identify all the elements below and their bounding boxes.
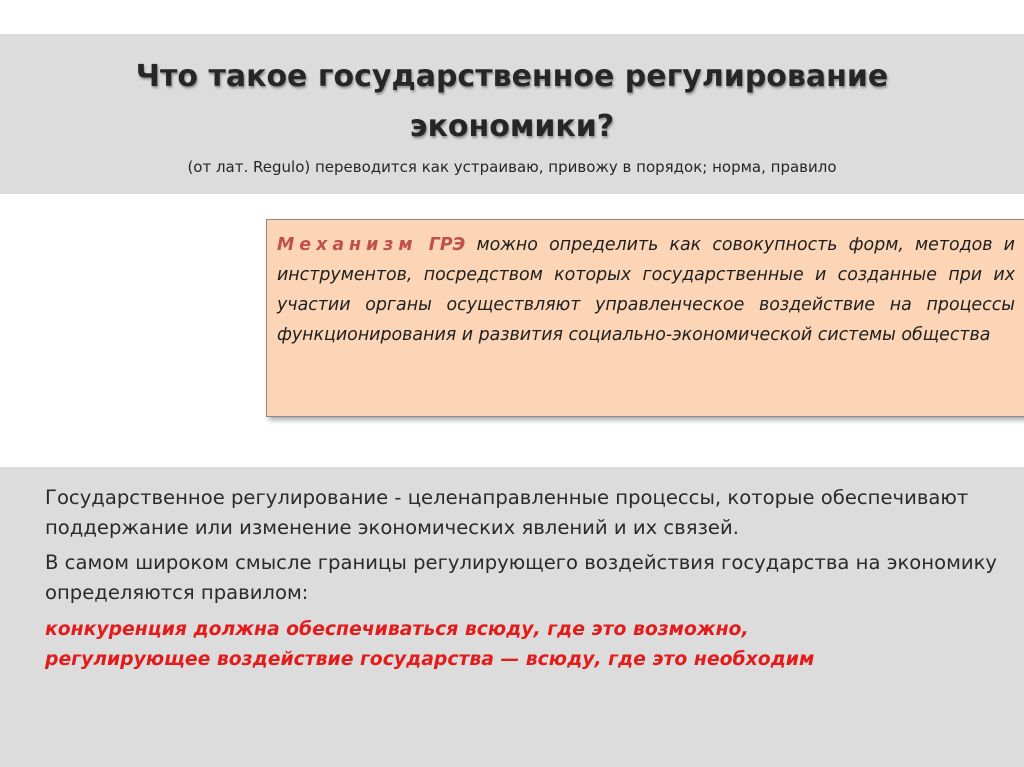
- principle-line-2: регулирующее воздействие государства — всюду, где это необходим: [45, 649, 815, 670]
- title-line-2: экономики?: [409, 109, 615, 144]
- title-line-1: Что такое государственное регулирование: [135, 59, 889, 94]
- mechanism-definition-text: можно определить как совокупность форм, методов и инструментов, посредством которых государственные и созданные при их участии органы осуществляют управленческое воздействие на процессы функционирования и развития социально-экономической системы общества: [277, 235, 1015, 345]
- principle-line-1: конкуренция должна обеспечиваться всюду, где это возможно,: [45, 619, 749, 640]
- mechanism-abbreviation: ГРЭ: [428, 235, 466, 255]
- mechanism-definition-box: [266, 219, 1024, 417]
- regulation-principle: [45, 615, 1015, 675]
- scope-paragraph: В самом широком смысле границы регулирующего воздействия государства на экономику определяются правилом:: [45, 551, 998, 604]
- definition-paragraph: Государственное регулирование - целенаправленные процессы, которые обеспечивают поддержание или изменение экономических явлений и их связей.: [45, 486, 969, 539]
- slide-title: [60, 52, 964, 152]
- top-margin: [0, 0, 1024, 34]
- slide-subtitle: (от лат. Regulo) переводится как устраиваю, привожу в порядок; норма, правило: [187, 158, 837, 176]
- mechanism-term: Механизм: [277, 235, 418, 255]
